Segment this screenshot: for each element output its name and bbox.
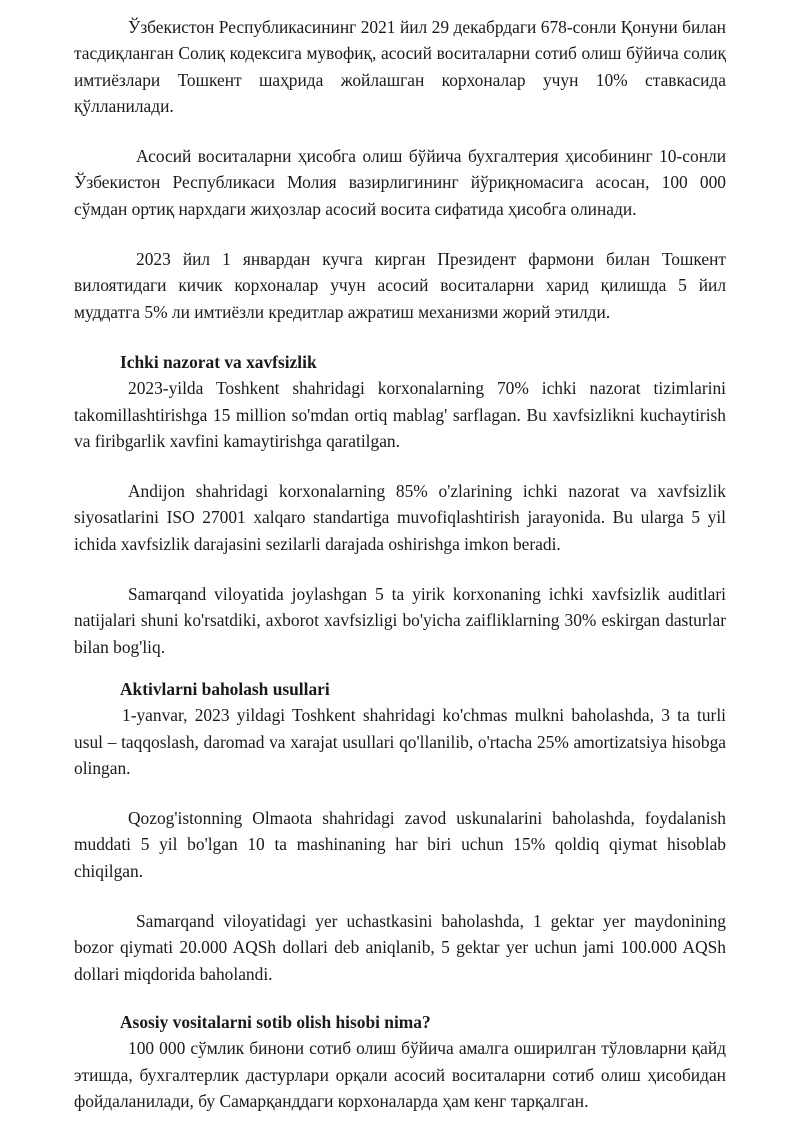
document-page — [74, 14, 726, 1138]
paragraph: Andijon shahridagi korxonalarning 85% o'zlarining ichki nazorat va xavfsizlik siyosatlarini ISO 27001 xalqaro standartiga muvofiqlashtirish jarayonida. Bu ularga 5 yil ichida xavfsizlik darajasini sezilarli darajada oshirishga imkon beradi. — [74, 481, 726, 554]
paragraph: 2023 йил 1 январдан кучга кирган Президент фармони билан Тошкент вилоятидаги кичик корхоналар учун асосий воситаларни харид қилишда 5 йил муддатга 5% ли имтиёзли кредитлар ажратиш механизми жорий этилди. — [74, 249, 726, 322]
paragraph: Ўзбекистон Республикасининг 2021 йил 29 декабрдаги 678-сонли Қонуни билан тасдиқланган Солиқ кодексига мувофиқ, асосий воситаларни сотиб олиш бўйича солиқ имтиёзлари Тошкент шаҳрида жойлашган корхоналар учун 10% ставкасида қўлланилади. — [74, 17, 726, 116]
paragraph: 2023-yilda Toshkent shahridagi korxonalarning 70% ichki nazorat tizimlarini takomillashtirishga 15 million so'mdan ortiq mablag' sarflagan. Bu xavfsizlikni kuchaytirish va firibgarlik xavfini kamaytirishga qaratilgan. — [74, 378, 726, 451]
section-heading: Aktivlarni baholash usullari — [120, 678, 330, 699]
section-heading: Asosiy vositalarni sotib olish hisobi nima? — [120, 1011, 431, 1032]
paragraph: Асосий воситаларни ҳисобга олиш бўйича бухгалтерия ҳисобининг 10-сонли Ўзбекистон Республикаси Молия вазирлигининг йўриқномасига асосан, 100 000 сўмдан ортиқ нархдаги жиҳозлар асосий восита сифатида ҳисобга олинади. — [74, 146, 726, 219]
paragraph: Samarqand viloyatida joylashgan 5 ta yirik korxonaning ichki xavfsizlik auditlari natijalari shuni ko'rsatdiki, axborot xavfsizligi bo'yicha zaifliklarning 30% eskirgan dasturlar bilan bog'liq. — [74, 584, 726, 657]
paragraph: Samarqand viloyatidagi yer uchastkasini baholashda, 1 gektar yer maydonining bozor qiymati 20.000 AQSh dollari deb aniqlanib, 5 gektar yer uchun jami 100.000 AQSh dollari miqdorida baholandi. — [74, 911, 726, 984]
paragraph: Qozog'istonning Olmaota shahridagi zavod uskunalarini baholashda, foydalanish muddati 5 yil bo'lgan 10 ta mashinaning har biri uchun 15% qoldiq qiymat hisoblab chiqilgan. — [74, 808, 726, 881]
paragraph: 100 000 сўмлик бинони сотиб олиш бўйича амалга оширилган тўловларни қайд этишда, бухгалтерлик дастурлари орқали асосий воситаларни сотиб олиш ҳисобидан фойдаланилади, бу Самарқанддаги корхоналарда ҳам кенг тарқалган. — [74, 1038, 726, 1111]
section-heading: Ichki nazorat va xavfsizlik — [120, 351, 317, 372]
paragraph: 1-yanvar, 2023 yildagi Toshkent shahridagi ko'chmas mulkni baholashda, 3 ta turli usul – taqqoslash, daromad va xarajat usullari qo'llanilib, o'rtacha 25% amortizatsiya hisobga olingan. — [74, 705, 726, 778]
